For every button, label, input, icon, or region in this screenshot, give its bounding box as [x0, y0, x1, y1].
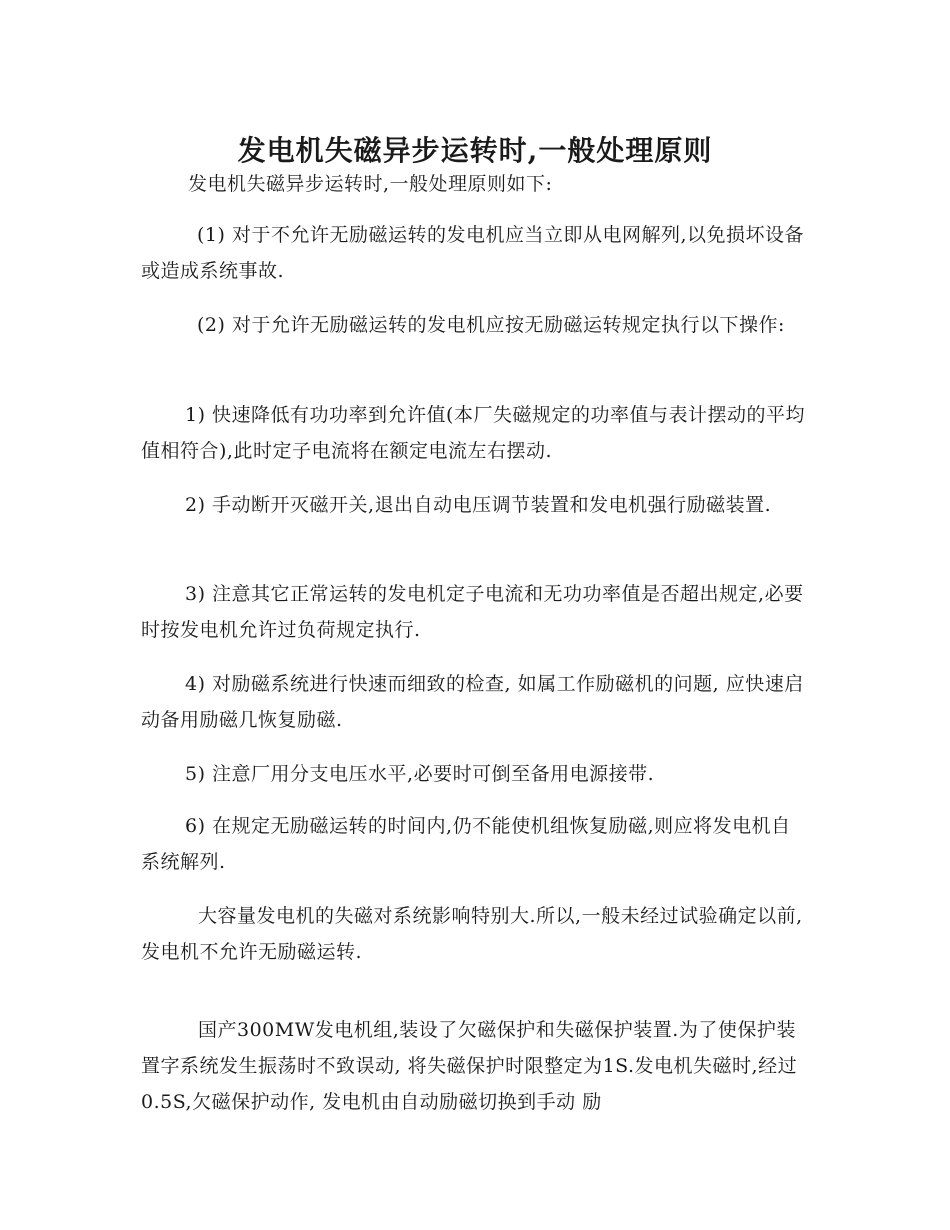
- step-2-paragraph: 2) 手动断开灭磁开关,退出自动电压调节装置和发电机强行励磁装置.: [185, 494, 772, 516]
- rule-2-paragraph: (2) 对于允许无励磁运转的发电机应按无励磁运转规定执行以下操作:: [197, 314, 785, 336]
- step-3-paragraph: 3) 注意其它正常运转的发电机定子电流和无功功率值是否超出规定,必要时按发电机允许过负荷规定执行.: [141, 583, 804, 641]
- rule-1-paragraph: (1) 对于不允许无励磁运转的发电机应当立即从电网解列,以免损坏设备或造成系统事故.: [141, 224, 804, 282]
- document-title: 发电机失磁异步运转时,一般处理原则: [237, 133, 713, 167]
- step-4-paragraph: 4) 对励磁系统进行快速而细致的检查, 如属工作励磁机的问题, 应快速启动备用励磁几恢复励磁.: [141, 673, 804, 731]
- step-6-paragraph: 6) 在规定无励磁运转的时间内,仍不能使机组恢复励磁,则应将发电机自系统解列.: [141, 815, 791, 873]
- domestic-300mw-paragraph: 国产300MW发电机组,装设了欠磁保护和失磁保护装置.为了使保护装置字系统发生振荡时不致误动, 将失磁保护时限整定为1S.发电机失磁时,经过0.5S,欠磁保护动作, 发电机由自动励磁切换到手动 励: [141, 1019, 798, 1113]
- large-generator-paragraph: 大容量发电机的失磁对系统影响特别大.所以,一般未经过试验确定以前,发电机不允许无励磁运转.: [141, 905, 803, 963]
- step-5-paragraph: 5) 注意厂用分支电压水平,必要时可倒至备用电源接带.: [185, 763, 655, 785]
- step-1-paragraph: 1) 快速降低有功功率到允许值(本厂失磁规定的功率值与表计摆动的平均值相符合),此时定子电流将在额定电流左右摆动.: [141, 404, 805, 462]
- intro-paragraph: 发电机失磁异步运转时,一般处理原则如下:: [188, 173, 553, 195]
